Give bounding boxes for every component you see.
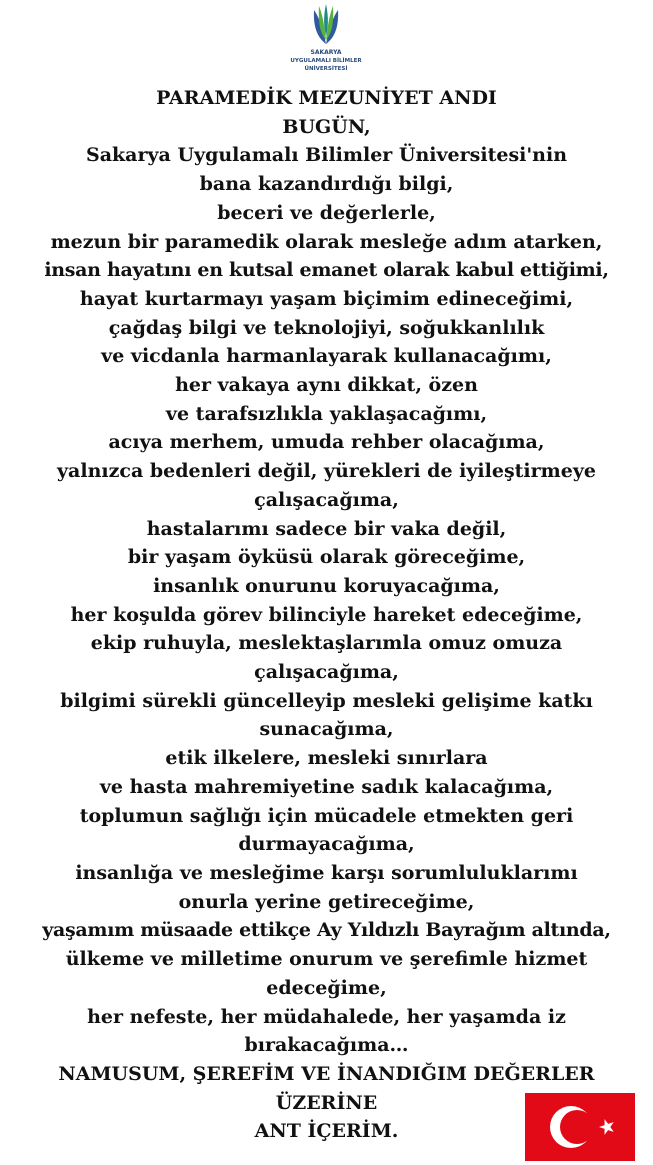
turkish-flag-icon	[525, 1093, 635, 1161]
oath-line: ülkeme ve milletime onurum ve şerefimle hizmet	[65, 948, 588, 971]
oath-line: yalnızca bedenleri değil, yürekleri de iyileştirmeye	[57, 460, 596, 483]
oath-line: edeceğime,	[266, 976, 387, 999]
logo-text-line-2: UYGULAMALI BİLİMLER	[290, 58, 362, 64]
oath-line: sunacağıma,	[259, 718, 394, 741]
oath-line: ekip ruhuyla, meslektaşlarımla omuz omuza	[90, 632, 563, 655]
oath-line: çalışacağıma,	[254, 661, 399, 684]
oath-line: acıya merhem, umuda rehber olacağıma,	[108, 431, 545, 454]
oath-line: etik ilkelere, mesleki sınırlara	[165, 747, 488, 770]
oath-line: insanlık onurunu koruyacağıma,	[153, 574, 500, 597]
oath-line: onurla yerine getireceğime,	[178, 890, 475, 913]
oath-line: her vakaya aynı dikkat, özen	[175, 374, 478, 397]
oath-line: çalışacağıma,	[254, 488, 399, 511]
oath-line: beceri ve değerlerle,	[217, 201, 436, 224]
oath-line: durmayacağıma,	[238, 833, 415, 856]
oath-closing: ANT İÇERİM.	[254, 1120, 399, 1143]
oath-line: mezun bir paramedik olarak mesleğe adım atarken,	[50, 230, 603, 253]
university-logo	[276, 2, 376, 72]
oath-line: hayat kurtarmayı yaşam biçimim edineceğimi,	[79, 287, 574, 310]
oath-text	[0, 84, 653, 1146]
oath-line: toplumun sağlığı için mücadele etmekten geri	[79, 804, 574, 827]
oath-line: her nefeste, her müdahalede, her yaşamda iz	[87, 1005, 566, 1028]
oath-title: PARAMEDİK MEZUNİYET ANDI	[156, 87, 497, 109]
oath-line: bilgimi sürekli güncelleyip mesleki gelişime katkı	[60, 689, 593, 712]
oath-closing: NAMUSUM, ŞEREFİM VE İNANDIĞIM DEĞERLER	[58, 1062, 595, 1085]
oath-line: çağdaş bilgi ve teknolojiyi, soğukkanlılık	[108, 316, 545, 339]
oath-line: bir yaşam öyküsü olarak göreceğime,	[127, 546, 526, 569]
oath-line: ve vicdanla harmanlayarak kullanacağımı,	[101, 345, 552, 368]
oath-line: bırakacağıma…	[244, 1034, 409, 1057]
university-logo-icon	[308, 2, 344, 46]
logo-text-line-1: SAKARYA	[310, 49, 342, 56]
oath-line: bana kazandırdığı bilgi,	[199, 173, 454, 196]
oath-closing: ÜZERİNE	[275, 1091, 378, 1114]
oath-line: ve tarafsızlıkla yaklaşacağımı,	[165, 402, 488, 425]
oath-line: Sakarya Uygulamalı Bilimler Üniversitesi'nin	[85, 144, 568, 167]
logo-text-line-3: ÜNİVERSİTESİ	[304, 66, 348, 72]
oath-line: insanlığa ve mesleğime karşı sorumluluklarımı	[75, 861, 578, 884]
oath-line: hastalarımı sadece bir vaka değil,	[146, 517, 507, 540]
oath-line: BUGÜN,	[282, 115, 371, 138]
oath-line: yaşamım müsaade ettikçe Ay Yıldızlı Bayrağım altında,	[42, 919, 611, 942]
oath-line: insan hayatını en kutsal emanet olarak kabul ettiğimi,	[44, 259, 609, 282]
oath-line: ve hasta mahremiyetine sadık kalacağıma,	[99, 775, 554, 798]
oath-line: her koşulda görev bilinciyle hareket edeceğime,	[70, 603, 583, 626]
